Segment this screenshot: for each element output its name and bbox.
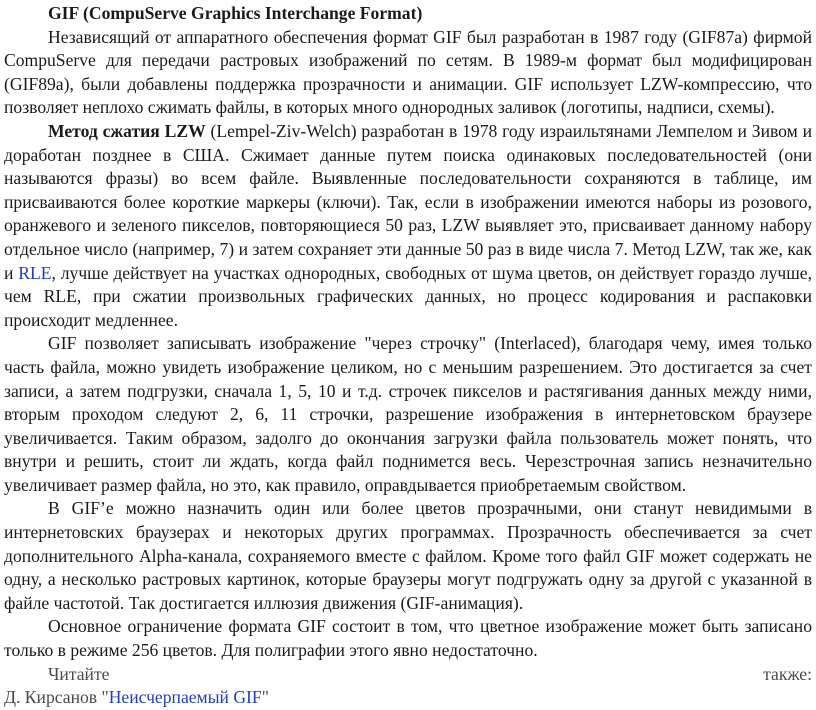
paragraph-lzw xyxy=(4,120,812,332)
paragraph-intro xyxy=(4,26,812,120)
paragraph-intro-text: Независящий от аппаратного обеспечения формат GIF был разработан в 1987 году (GIF87a) фирмой CompuServe для передачи растровых изображений по сетям. В 1989-м формат был модифицирован (GIF89a), были добавлены поддержка прозрачности и анимации. GIF использует LZW-компрессию, что позволяет неплохо сжимать файлы, в которых много однородных заливок (логотипы, надписи, схемы). xyxy=(4,26,812,118)
credit-line xyxy=(4,686,812,710)
see-also-line xyxy=(4,663,812,687)
paragraph-interlaced-text: GIF позволяет записывать изображение "через строчку" (Interlaced), благодаря чему, имея только часть файла, можно увидеть изображение целиком, но с меньшим разрешением. Это достигается за счет записи, а затем подгрузки, сначала 1, 5, 10 и т.д. строчек пикселов и растягивания данных между ними, вторым проходом следуют 2, 6, 11 строчки, разрешение изображения в интернетовском браузере увеличивается. Таким образом, задолго до окончания загрузки файла пользователь может понять, что внутри и решить, стоит ли ждать, когда файл поднимется весь. Черезстрочная запись незначительно увеличивает размер файла, но это, как правило, оправдывается приобретаемым свойством. xyxy=(4,333,812,495)
paragraph-limitation-text: Основное ограничение формата GIF состоит в том, что цветное изображение может быть записано только в режиме 256 цветов. Для полиграфии этого явно недостаточно. xyxy=(4,616,812,661)
paragraph-transparency xyxy=(4,497,812,615)
paragraph-lzw-text-a: (Lempel-Ziv-Welch) разработан в 1978 году израильтянами Лемпелом и Зивом и доработан позднее в США. Сжимает данные путем поиска одинаковых последовательностей (они называются фразы) во всем файле. Выявленные последовательности сохраняются в таблице, им присваиваются более короткие маркеры (ключи). Так, если в изображении имеются наборы из розового, оранжевого и зеленого пикселов, повторяющиеся 50 раз, LZW выявляет это, присваивает данному набору отдельное число (например, 7) и затем сохраняет эти данные 50 раз в виде числа 7. Метод LZW, так же, как и xyxy=(4,120,812,283)
paragraph-interlaced xyxy=(4,332,812,497)
rle-link[interactable]: RLE xyxy=(18,262,52,283)
credit-quote-open: " xyxy=(101,687,109,708)
document-page xyxy=(4,2,812,710)
credit-author: Д. Кирсанов xyxy=(4,687,102,708)
paragraph-transparency-text: В GIF’е можно назначить один или более цветов прозрачными, они станут невидимыми в интернетовских браузерах и некоторых других программах. Прозрачность обеспечивается за счет дополнительного Alpha-канала, сохраняемого вместе с файлом. Кроме того файл GIF может содержать не одну, а несколько растровых картинок, которые браузеры могут подгружать одну за другой с указанной в файле частотой. Так достигается иллюзия движения (GIF-анимация). xyxy=(4,498,812,613)
lzw-heading: Метод сжатия LZW xyxy=(48,120,206,141)
paragraph-limitation xyxy=(4,615,812,662)
see-also-label: также: xyxy=(763,663,812,684)
see-also-read-label: Читайте xyxy=(48,663,110,684)
gif-article-link[interactable]: Неисчерпаемый GIF xyxy=(108,687,262,708)
document-title: GIF (CompuServe Graphics Interchange Format) xyxy=(48,3,423,23)
paragraph-lzw-text-b: , лучше действует на участках однородных, свободных от шума цветов, он действует гораздо лучше, чем RLE, при сжатии произвольных графических данных, но процесс кодирования и распаковки происходит медленнее. xyxy=(4,262,812,330)
credit-quote-close: " xyxy=(261,687,269,708)
